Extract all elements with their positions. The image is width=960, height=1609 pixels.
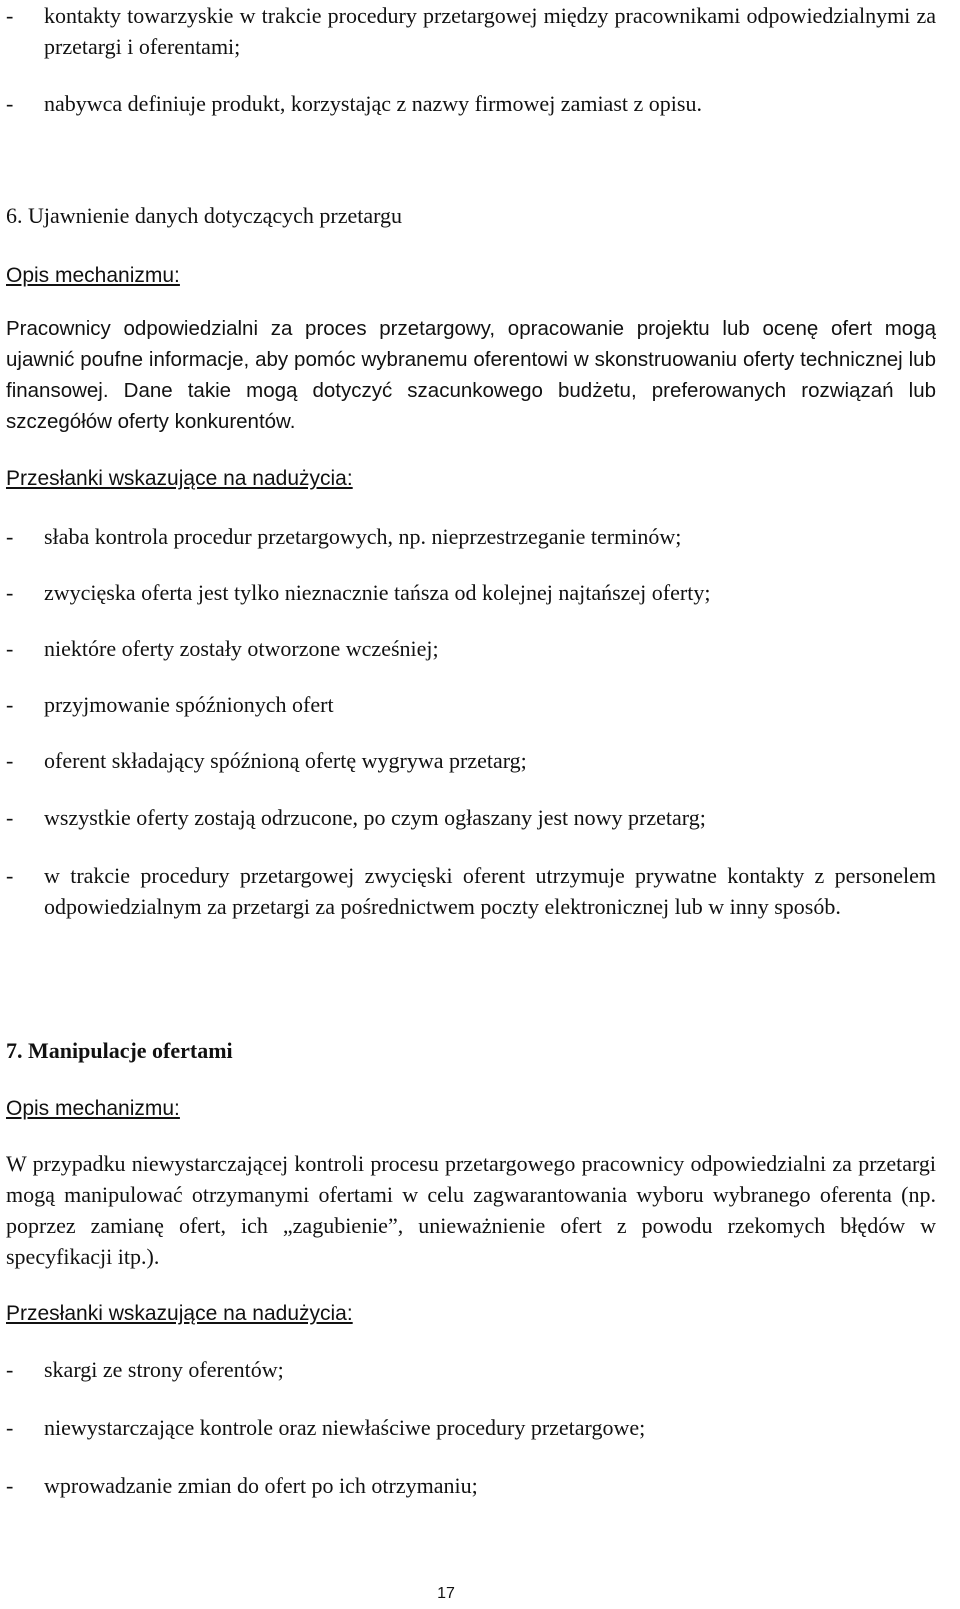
list-item bbox=[6, 860, 936, 922]
list-item-text: słaba kontrola procedur przetargowych, np. nieprzestrzeganie terminów; bbox=[44, 524, 682, 549]
list-dash: - bbox=[6, 805, 14, 830]
list-item bbox=[6, 633, 936, 664]
list-item bbox=[6, 1412, 936, 1443]
list-item bbox=[6, 802, 936, 833]
list-item-text: niektóre oferty zostały otworzone wcześniej; bbox=[44, 636, 439, 661]
section-6-mechanism-label: Opis mechanizmu: bbox=[6, 264, 180, 287]
list-item-text: w trakcie procedury przetargowej zwycięski oferent utrzymuje prywatne kontakty z personelem odpowiedzialnym za przetargi za pośrednictwem poczty elektronicznej lub w inny sposób. bbox=[44, 863, 936, 919]
list-dash: - bbox=[6, 863, 14, 888]
list-item bbox=[6, 88, 936, 119]
list-item bbox=[6, 521, 936, 552]
list-item-text: nabywca definiuje produkt, korzystając z nazwy firmowej zamiast z opisu. bbox=[44, 91, 702, 116]
list-item bbox=[6, 1354, 936, 1385]
list-item-text: zwycięska oferta jest tylko nieznacznie tańsza od kolejnej najtańszej oferty; bbox=[44, 580, 711, 605]
list-dash: - bbox=[6, 524, 14, 549]
section-7-mechanism-text: W przypadku niewystarczającej kontroli procesu przetargowego pracownicy odpowiedzialni za przetargi mogą manipulować otrzymanymi ofertami w celu zagwarantowania wyboru wybranego oferenta (np. poprzez zamianę ofert, ich „zagubienie”, unieważnienie ofert z powodu rzekomych błędów w specyfikacji itp.). bbox=[6, 1151, 936, 1269]
list-item-text: niewystarczające kontrole oraz niewłaściwe procedury przetargowe; bbox=[44, 1415, 646, 1440]
list-dash: - bbox=[6, 3, 14, 28]
section-7-heading: 7. Manipulacje ofertami bbox=[6, 1038, 233, 1063]
section-7-indicators-label: Przesłanki wskazujące na nadużycia: bbox=[6, 1302, 353, 1325]
section-6-mechanism-text: Pracownicy odpowiedzialni za proces przetargowy, opracowanie projektu lub ocenę ofert mogą ujawnić poufne informacje, aby pomóc wybranemu oferentowi w skonstruowaniu oferty technicznej lub finansowej. Dane takie mogą dotyczyć szacunkowego budżetu, preferowanych rozwiązań lub szczegółów oferty konkurentów. bbox=[6, 317, 936, 433]
list-item bbox=[6, 0, 936, 62]
page-number: 17 bbox=[437, 1585, 455, 1602]
list-item-text: wprowadzanie zmian do ofert po ich otrzymaniu; bbox=[44, 1473, 478, 1498]
list-item bbox=[6, 745, 936, 776]
list-dash: - bbox=[6, 692, 14, 717]
list-dash: - bbox=[6, 1357, 14, 1382]
section-6-indicators-label: Przesłanki wskazujące na nadużycia: bbox=[6, 467, 353, 490]
list-dash: - bbox=[6, 1473, 14, 1498]
list-item-text: wszystkie oferty zostają odrzucone, po czym ogłaszany jest nowy przetarg; bbox=[44, 805, 706, 830]
list-dash: - bbox=[6, 91, 14, 116]
list-item bbox=[6, 689, 936, 720]
section-6-heading: 6. Ujawnienie danych dotyczących przetargu bbox=[6, 203, 403, 228]
list-item-text: kontakty towarzyskie w trakcie procedury przetargowej między pracownikami odpowiedzialnymi za przetargi i oferentami; bbox=[44, 3, 936, 59]
list-item-text: skargi ze strony oferentów; bbox=[44, 1357, 284, 1382]
section-7-mechanism-label: Opis mechanizmu: bbox=[6, 1097, 180, 1120]
list-dash: - bbox=[6, 580, 14, 605]
list-dash: - bbox=[6, 748, 14, 773]
list-item-text: przyjmowanie spóźnionych ofert bbox=[44, 692, 334, 717]
document-page bbox=[6, 0, 936, 1606]
list-item bbox=[6, 1470, 936, 1501]
list-item bbox=[6, 577, 936, 608]
list-dash: - bbox=[6, 636, 14, 661]
list-item-text: oferent składający spóźnioną ofertę wygrywa przetarg; bbox=[44, 748, 527, 773]
list-dash: - bbox=[6, 1415, 14, 1440]
